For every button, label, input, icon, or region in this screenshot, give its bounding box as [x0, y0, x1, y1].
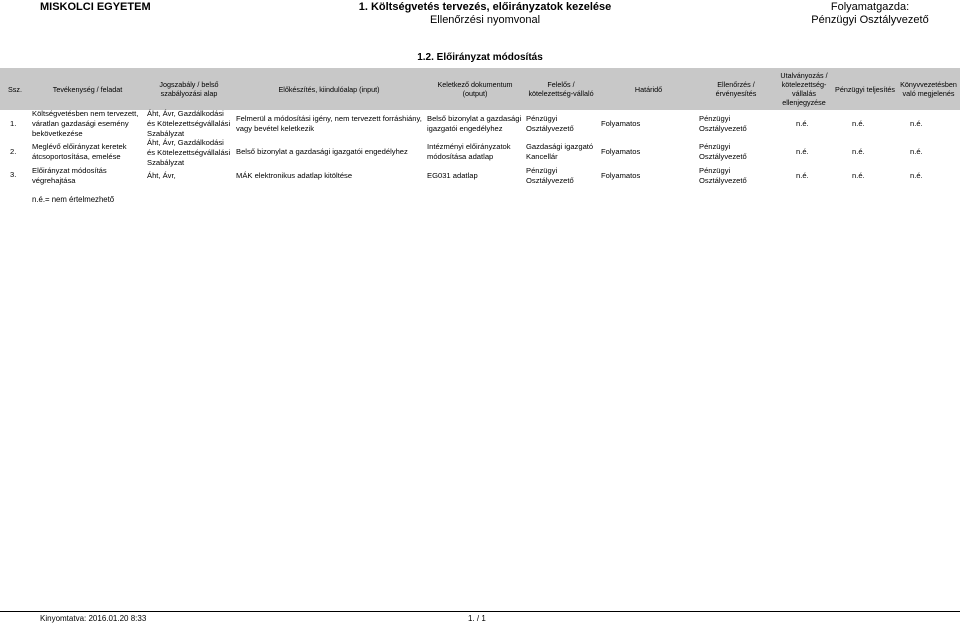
- row-3-input: MÁK elektronikus adatlap kitöltése: [236, 171, 353, 180]
- document-title: 1. Költségvetés tervezés, előirányzatok kezelése: [358, 1, 612, 13]
- row-3-activity: Előirányzat módosítás végrehajtása: [32, 166, 107, 185]
- col-header-authorization: Utalványozás / kötelezettség-vállalás ellenjegyzése: [780, 71, 828, 107]
- row-1-control: Pénzügyi Osztályvezető: [699, 114, 747, 133]
- row-3-no: 3.: [10, 170, 17, 179]
- row-2-activity: Meglévő előirányzat keretek átcsoportosítása, emelése: [32, 142, 127, 161]
- col-header-payment: Pénzügyi teljesítés: [835, 84, 895, 94]
- row-1-responsible: Pénzügyi Osztályvezető: [526, 114, 574, 133]
- col-header-output: Keletkező dokumentum (output): [437, 80, 513, 98]
- row-3-responsible: Pénzügyi Osztályvezető: [526, 166, 574, 185]
- col-header-legal: Jogszabály / belső szabályozási alap: [159, 80, 219, 98]
- col-header-input: Előkészítés, kiindulóalap (input): [278, 84, 380, 94]
- row-1-legal: Áht, Ávr, Gazdálkodási és Kötelezettségvállalási Szabályzat: [147, 109, 231, 138]
- document-subtitle: Ellenőrzési nyomvonal: [429, 14, 541, 26]
- process-owner: Pénzügyi Osztályvezető: [811, 14, 929, 26]
- row-1-activity: Költségvetésben nem tervezett, váratlan gazdasági esemény bekövetkezése: [32, 109, 139, 138]
- row-2-input: Belső bizonylat a gazdasági igazgatói engedélyhez: [236, 147, 408, 156]
- row-1-output: Belső bizonylat a gazdasági igazgatói engedélyhez: [427, 114, 522, 133]
- process-owner-block: [800, 1, 940, 27]
- row-1-input: Felmerül a módosítási igény, nem tervezett forráshiány, vagy bevétel keletkezik: [236, 114, 422, 133]
- footnote: n.é.= nem értelmezhető: [32, 195, 115, 204]
- row-2-authorization: n.é.: [796, 147, 809, 156]
- row-2-responsible: Gazdasági igazgató Kancellár: [526, 142, 594, 161]
- row-1-ledger: n.é.: [910, 119, 923, 128]
- row-1-payment: n.é.: [852, 119, 865, 128]
- col-header-control: Ellenőrzés / érvényesítés: [715, 80, 757, 98]
- row-2-payment: n.é.: [852, 147, 865, 156]
- row-2-deadline: Folyamatos: [601, 147, 641, 156]
- row-2-legal: Áht, Ávr, Gazdálkodási és Kötelezettségvállalási Szabályzat: [147, 138, 231, 167]
- row-3-control: Pénzügyi Osztályvezető: [699, 166, 747, 185]
- row-2-ledger: n.é.: [910, 147, 923, 156]
- row-1-deadline: Folyamatos: [601, 119, 641, 128]
- row-2-output: Intézményi előirányzatok módosítása adatlap: [427, 142, 511, 161]
- process-owner-label: Folyamatgazda:: [830, 1, 910, 13]
- row-3-payment: n.é.: [852, 171, 865, 180]
- col-header-activity: Tevékenység / feladat: [52, 84, 123, 94]
- col-header-no: Ssz.: [8, 84, 22, 94]
- col-header-deadline: Határidő: [634, 84, 663, 94]
- col-header-ledger: Könyvvezetésben való megjelenés: [900, 80, 957, 98]
- page-number: 1. / 1: [468, 614, 486, 623]
- row-2-control: Pénzügyi Osztályvezető: [699, 142, 747, 161]
- document-title-block: [340, 1, 630, 27]
- institution-name: MISKOLCI EGYETEM: [40, 1, 151, 13]
- col-header-responsible: Felelős / kötelezettség-vállaló: [528, 80, 594, 98]
- row-3-legal: Áht, Ávr,: [147, 171, 176, 180]
- row-3-authorization: n.é.: [796, 171, 809, 180]
- footer-divider: [0, 611, 960, 612]
- section-title: 1.2. Előirányzat módosítás: [417, 52, 543, 63]
- row-3-deadline: Folyamatos: [601, 171, 641, 180]
- row-1-authorization: n.é.: [796, 119, 809, 128]
- row-3-ledger: n.é.: [910, 171, 923, 180]
- row-2-no: 2.: [10, 147, 17, 156]
- row-1-no: 1.: [10, 119, 17, 128]
- row-3-output: EG031 adatlap: [427, 171, 478, 180]
- print-timestamp: Kinyomtatva: 2016.01.20 8:33: [40, 614, 147, 623]
